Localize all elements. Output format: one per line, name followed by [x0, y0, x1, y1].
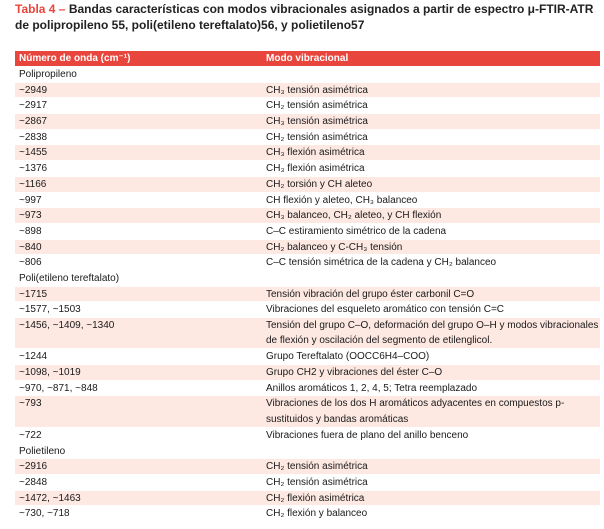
wavenumber-cell: ~1098, ~1019 — [19, 367, 81, 379]
wavenumber-cell: ~1455 — [19, 147, 48, 159]
wavenumber-cell: ~1472, ~1463 — [19, 492, 81, 504]
group-empty-cell — [266, 444, 600, 459]
vibrational-mode-cell: CH₂ flexión asimétrica — [266, 492, 365, 504]
wavenumber-cell: ~2916 — [19, 461, 48, 473]
wavenumber-cell: ~2949 — [19, 84, 48, 96]
table-row — [15, 98, 600, 114]
table-row — [15, 506, 600, 522]
table-row — [15, 193, 600, 209]
table-group-row — [15, 444, 600, 460]
vibrational-mode-cell: Tensión vibración del grupo éster carbonil C=O — [266, 288, 475, 300]
vibrational-mode-cell: CH₂ tensión asimétrica — [266, 461, 368, 473]
wavenumber-cell: ~2867 — [19, 116, 48, 128]
table-row — [15, 145, 600, 161]
table-header-row — [15, 51, 600, 67]
table-row — [15, 240, 600, 256]
wavenumber-cell: ~793 — [19, 398, 42, 410]
vibrational-mode-cell: CH₃ tensión asimétrica — [266, 84, 368, 96]
wavenumber-cell: ~730, ~718 — [19, 508, 70, 520]
table-caption — [15, 1, 600, 33]
table-row — [15, 459, 600, 475]
caption-label: Tabla 4 – — [15, 2, 66, 16]
vibrational-mode-cell: CH₃ tensión asimétrica — [266, 116, 368, 128]
wavenumber-cell: ~1456, ~1409, ~1340 — [19, 320, 115, 331]
header-wavenumber: Número de onda (cm⁻¹) — [19, 53, 131, 64]
vibrational-mode-cell: CH₃ flexión asimétrica — [266, 147, 365, 159]
group-empty-cell — [266, 271, 600, 286]
vibrational-mode-cell: Grupo Tereftalato (OOCC6H4–COO) — [266, 351, 430, 363]
vibrational-mode-cell: CH₂ tensión asimétrica — [266, 131, 368, 143]
group-title: Polipropileno — [19, 69, 77, 80]
wavenumber-cell: ~970, ~871, ~848 — [19, 382, 98, 394]
wavenumber-cell: ~806 — [19, 257, 42, 269]
vibrational-mode-cell: C–C estiramiento simétrico de la cadena — [266, 225, 447, 237]
table-row — [15, 365, 600, 381]
table-row — [15, 224, 600, 240]
wavenumber-cell: ~1577, ~1503 — [19, 304, 81, 316]
wavenumber-cell: ~898 — [19, 225, 42, 237]
vibrational-mode-cell: Vibraciones fuera de plano del anillo benceno — [266, 429, 469, 441]
wavenumber-cell: ~973 — [19, 210, 42, 222]
caption-text: Bandas características con modos vibracionales asignados a partir de espectro μ-FTIR-ATR de polipropileno 55, poli(etileno tereftalato)56, y polietileno57 — [15, 2, 594, 32]
group-title: Polietileno — [19, 445, 66, 457]
table-body — [15, 67, 600, 522]
vibrational-mode-cell: Vibraciones del esqueleto aromático con tensión C=C — [266, 304, 505, 316]
table-row — [15, 114, 600, 130]
table-row — [15, 491, 600, 507]
vibrational-mode-cell: Tensión del grupo C–O, deformación del grupo O–H y modos vibracionales de flexión y oscilación del segmento de etilenglicol. — [266, 320, 599, 347]
table-row — [15, 177, 600, 193]
vibrational-mode-cell: Vibraciones de los dos H aromáticos adyacentes en compuestos p-sustituidos y bandas aromáticas — [266, 398, 565, 425]
table-row — [15, 396, 600, 427]
vibrational-mode-cell: CH₂ balanceo y C-CH₃ tensión — [266, 241, 403, 253]
table-group-row — [15, 67, 600, 83]
vibrational-mode-cell: Grupo CH2 y vibraciones del éster C–O — [266, 367, 443, 379]
wavenumber-cell: ~1376 — [19, 163, 48, 175]
vibrational-mode-cell: CH₃ flexión asimétrica — [266, 163, 365, 175]
table-row — [15, 381, 600, 397]
vibrational-mode-cell: CH flexión y aleteo, CH₃ balanceo — [266, 194, 418, 206]
table-row — [15, 349, 600, 365]
vibrational-bands-table — [15, 51, 600, 522]
vibrational-mode-cell: CH₂ torsión y CH aleteo — [266, 178, 373, 190]
table-group-row — [15, 271, 600, 287]
table-row — [15, 130, 600, 146]
table-row — [15, 83, 600, 99]
table-row — [15, 255, 600, 271]
group-empty-cell — [266, 67, 600, 82]
table-row — [15, 161, 600, 177]
wavenumber-cell: ~1244 — [19, 351, 48, 363]
wavenumber-cell: ~997 — [19, 194, 42, 206]
header-vibrational-mode: Modo vibracional — [266, 53, 349, 64]
vibrational-mode-cell: CH₃ balanceo, CH₂ aleteo, y CH flexión — [266, 210, 442, 222]
wavenumber-cell: ~2917 — [19, 100, 48, 112]
wavenumber-cell: ~722 — [19, 429, 42, 441]
vibrational-mode-cell: C–C tensión simétrica de la cadena y CH₂ balanceo — [266, 257, 497, 269]
vibrational-mode-cell: Anillos aromáticos 1, 2, 4, 5; Tetra reemplazado — [266, 382, 478, 394]
wavenumber-cell: ~2838 — [19, 131, 48, 143]
table-row — [15, 287, 600, 303]
vibrational-mode-cell: CH₂ flexión y balanceo — [266, 508, 368, 520]
table-row — [15, 428, 600, 444]
table-row — [15, 208, 600, 224]
vibrational-mode-cell: CH₂ tensión asimétrica — [266, 476, 368, 488]
wavenumber-cell: ~2848 — [19, 476, 48, 488]
table-row — [15, 302, 600, 318]
group-title: Poli(etileno tereftalato) — [19, 272, 120, 284]
vibrational-mode-cell: CH₂ tensión asimétrica — [266, 100, 368, 112]
table-row — [15, 318, 600, 349]
table-row — [15, 475, 600, 491]
wavenumber-cell: ~840 — [19, 241, 42, 253]
wavenumber-cell: ~1166 — [19, 178, 47, 190]
wavenumber-cell: ~1715 — [19, 288, 48, 300]
